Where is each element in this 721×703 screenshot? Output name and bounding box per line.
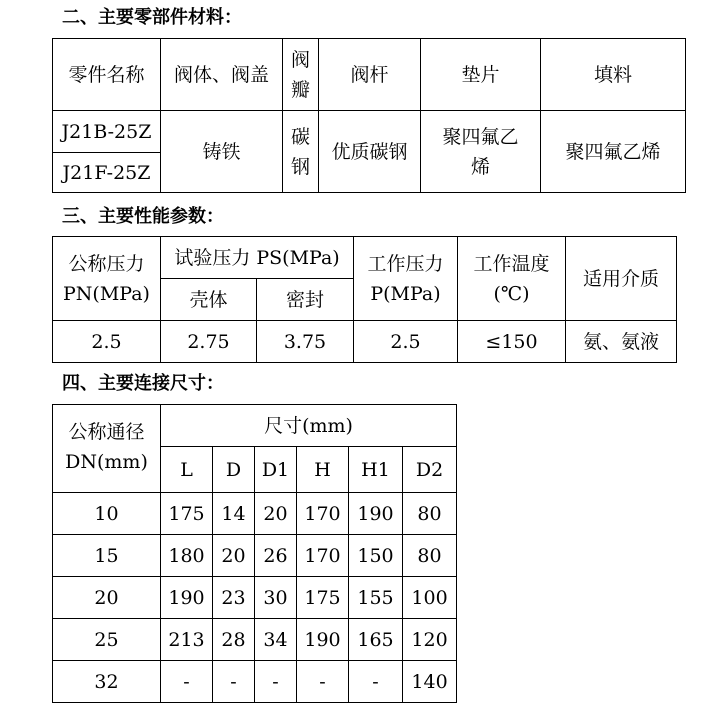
header-gasket: 垫片 xyxy=(421,39,541,111)
header-working-pressure xyxy=(354,237,458,321)
header-working-temperature xyxy=(458,237,566,321)
working-temperature-label: 工作温度 xyxy=(473,252,550,275)
col-H: H xyxy=(297,447,349,493)
materials-table xyxy=(52,38,686,193)
section2-heading: 二、主要零部件材料： xyxy=(62,7,242,28)
cell-D1: 20 xyxy=(255,493,297,535)
cell-H1: 165 xyxy=(349,619,403,661)
cell-L: 213 xyxy=(161,619,213,661)
working-pressure-label: 工作压力 xyxy=(367,252,444,275)
cell-dn: 10 xyxy=(53,493,161,535)
cell-D: 20 xyxy=(213,535,255,577)
cell-H1: 190 xyxy=(349,493,403,535)
cell-D2: 80 xyxy=(403,493,457,535)
cell-dn: 20 xyxy=(53,577,161,619)
header-packing: 填料 xyxy=(541,39,686,111)
section4-heading: 四、主要连接尺寸： xyxy=(62,373,224,394)
cell-D: 14 xyxy=(213,493,255,535)
cell-H: 190 xyxy=(297,619,349,661)
col-L: L xyxy=(161,447,213,493)
working-temperature-unit: (℃) xyxy=(493,282,530,305)
cell-D: 28 xyxy=(213,619,255,661)
cell-D1: 30 xyxy=(255,577,297,619)
col-D1: D1 xyxy=(255,447,297,493)
working-pressure-unit: P(MPa) xyxy=(370,282,441,305)
cell-D: - xyxy=(213,661,255,703)
header-test-pressure: 试验压力 PS(MPa) xyxy=(161,237,354,279)
cell-H1: 150 xyxy=(349,535,403,577)
cell-L: 190 xyxy=(161,577,213,619)
material-gasket: 聚四氟乙烯 xyxy=(421,111,541,193)
performance-table xyxy=(52,236,677,363)
section3-heading: 三、主要性能参数： xyxy=(62,206,224,227)
header-part-name: 零件名称 xyxy=(53,39,161,111)
table-row xyxy=(53,661,457,703)
cell-D: 23 xyxy=(213,577,255,619)
value-seal-pressure: 3.75 xyxy=(257,321,354,363)
cell-H: 170 xyxy=(297,535,349,577)
cell-dn: 32 xyxy=(53,661,161,703)
table-row xyxy=(53,577,457,619)
cell-H: 170 xyxy=(297,493,349,535)
material-packing: 聚四氟乙烯 xyxy=(541,111,686,193)
col-D: D xyxy=(213,447,255,493)
table-row xyxy=(53,535,457,577)
cell-D2: 140 xyxy=(403,661,457,703)
cell-D1: 26 xyxy=(255,535,297,577)
material-body: 铸铁 xyxy=(161,111,283,193)
nominal-pressure-label: 公称压力 xyxy=(68,252,145,275)
value-nominal-pressure: 2.5 xyxy=(53,321,161,363)
cell-D1: 34 xyxy=(255,619,297,661)
material-disc: 碳钢 xyxy=(283,111,319,193)
cell-H: - xyxy=(297,661,349,703)
cell-H: 175 xyxy=(297,577,349,619)
header-medium: 适用介质 xyxy=(566,237,677,321)
value-shell-pressure: 2.75 xyxy=(161,321,257,363)
dimensions-table xyxy=(52,404,457,703)
cell-H1: - xyxy=(349,661,403,703)
cell-L: 180 xyxy=(161,535,213,577)
col-D2: D2 xyxy=(403,447,457,493)
cell-D1: - xyxy=(255,661,297,703)
header-stem: 阀杆 xyxy=(319,39,421,111)
cell-D2: 120 xyxy=(403,619,457,661)
material-stem: 优质碳钢 xyxy=(319,111,421,193)
table-row xyxy=(53,493,457,535)
model-j21f: J21F-25Z xyxy=(53,153,161,193)
cell-D2: 100 xyxy=(403,577,457,619)
cell-L: 175 xyxy=(161,493,213,535)
cell-H1: 155 xyxy=(349,577,403,619)
value-working-temperature: ≤150 xyxy=(458,321,566,363)
cell-dn: 25 xyxy=(53,619,161,661)
value-working-pressure: 2.5 xyxy=(354,321,458,363)
nominal-pressure-unit: PN(MPa) xyxy=(63,282,150,305)
header-nominal-diameter xyxy=(53,405,161,493)
value-medium: 氨、氨液 xyxy=(566,321,677,363)
header-disc: 阀瓣 xyxy=(283,39,319,111)
model-j21b: J21B-25Z xyxy=(53,111,161,153)
header-nominal-pressure xyxy=(53,237,161,321)
header-size: 尺寸(mm) xyxy=(161,405,457,447)
cell-D2: 80 xyxy=(403,535,457,577)
header-seal: 密封 xyxy=(257,279,354,321)
nominal-diameter-label: 公称通径 xyxy=(68,421,145,443)
col-H1: H1 xyxy=(349,447,403,493)
nominal-diameter-unit: DN(mm) xyxy=(65,451,148,473)
cell-dn: 15 xyxy=(53,535,161,577)
cell-L: - xyxy=(161,661,213,703)
table-row xyxy=(53,619,457,661)
header-shell: 壳体 xyxy=(161,279,257,321)
header-body-bonnet: 阀体、阀盖 xyxy=(161,39,283,111)
